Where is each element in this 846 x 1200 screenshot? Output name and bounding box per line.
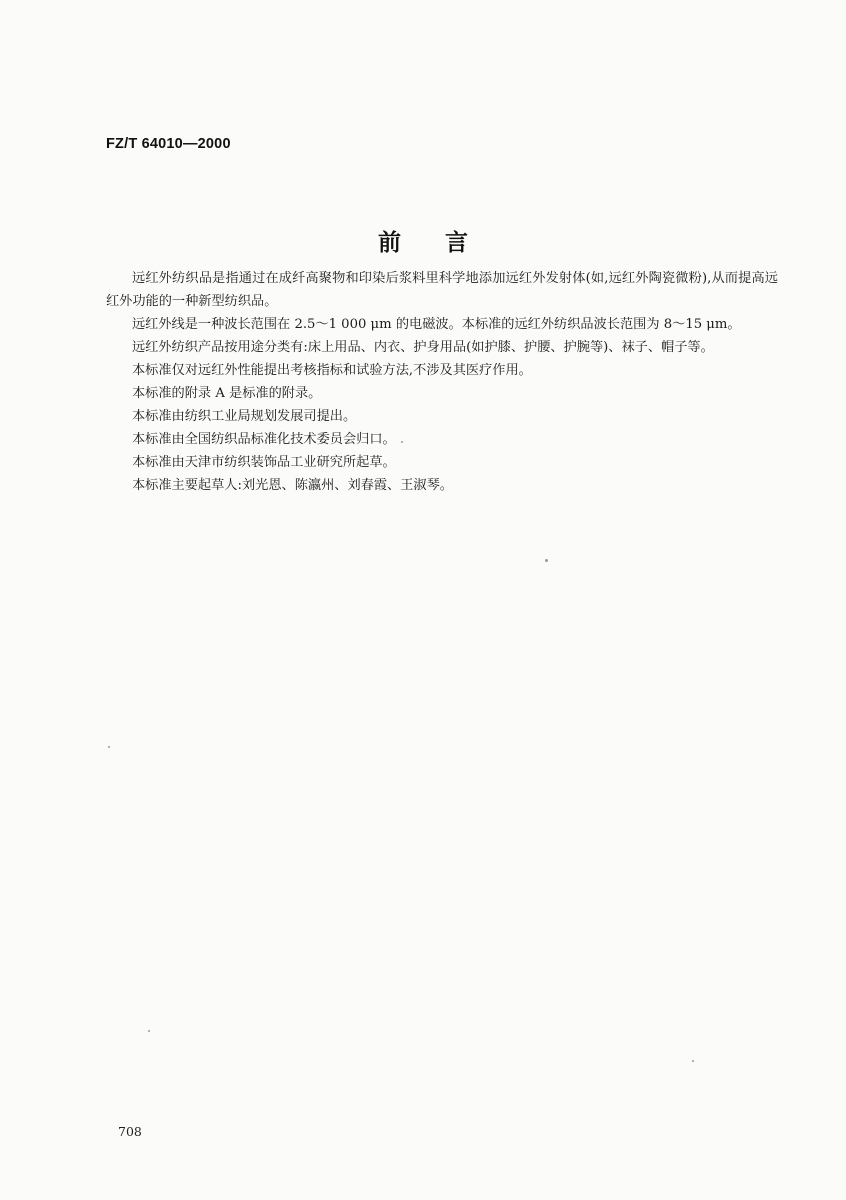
scan-speck bbox=[545, 559, 548, 562]
paragraph-committee: 本标准由全国纺织品标准化技术委员会归口。 bbox=[132, 432, 396, 447]
standard-code: FZ/T 64010—2000 bbox=[106, 136, 231, 152]
paragraph-authors: 本标准主要起草人:刘光恩、陈瀛州、刘春霞、王淑琴。 bbox=[132, 478, 453, 493]
scan-speck bbox=[148, 1030, 150, 1032]
foreword-body bbox=[106, 267, 778, 497]
paragraph-appendix: 本标准的附录 A 是标准的附录。 bbox=[132, 386, 322, 401]
paragraph-wavelength: 远红外线是一种波长范围在 2.5～1 000 μm 的电磁波。本标准的远红外纺织品波长范围为 8～15 μm。 bbox=[132, 317, 741, 332]
page-title: 前言 bbox=[378, 230, 512, 256]
paragraph-proposer: 本标准由纺织工业局规划发展司提出。 bbox=[132, 409, 357, 424]
paragraph-drafter: 本标准由天津市纺织装饰品工业研究所起草。 bbox=[132, 455, 396, 470]
scan-speck bbox=[401, 441, 403, 443]
paragraph-scope: 本标准仅对远红外性能提出考核指标和试验方法,不涉及其医疗作用。 bbox=[132, 363, 532, 378]
paragraph-definition: 远红外纺织品是指通过在成纤高聚物和印染后浆料里科学地添加远红外发射体(如,远红外陶瓷微粉),从而提高远红外功能的一种新型纺织品。 bbox=[106, 271, 778, 309]
paragraph-categories: 远红外纺织产品按用途分类有:床上用品、内衣、护身用品(如护膝、护腰、护腕等)、袜子、帽子等。 bbox=[132, 340, 714, 355]
page-number: 708 bbox=[118, 1124, 142, 1139]
scan-speck bbox=[108, 746, 110, 748]
scan-speck bbox=[692, 1060, 694, 1062]
